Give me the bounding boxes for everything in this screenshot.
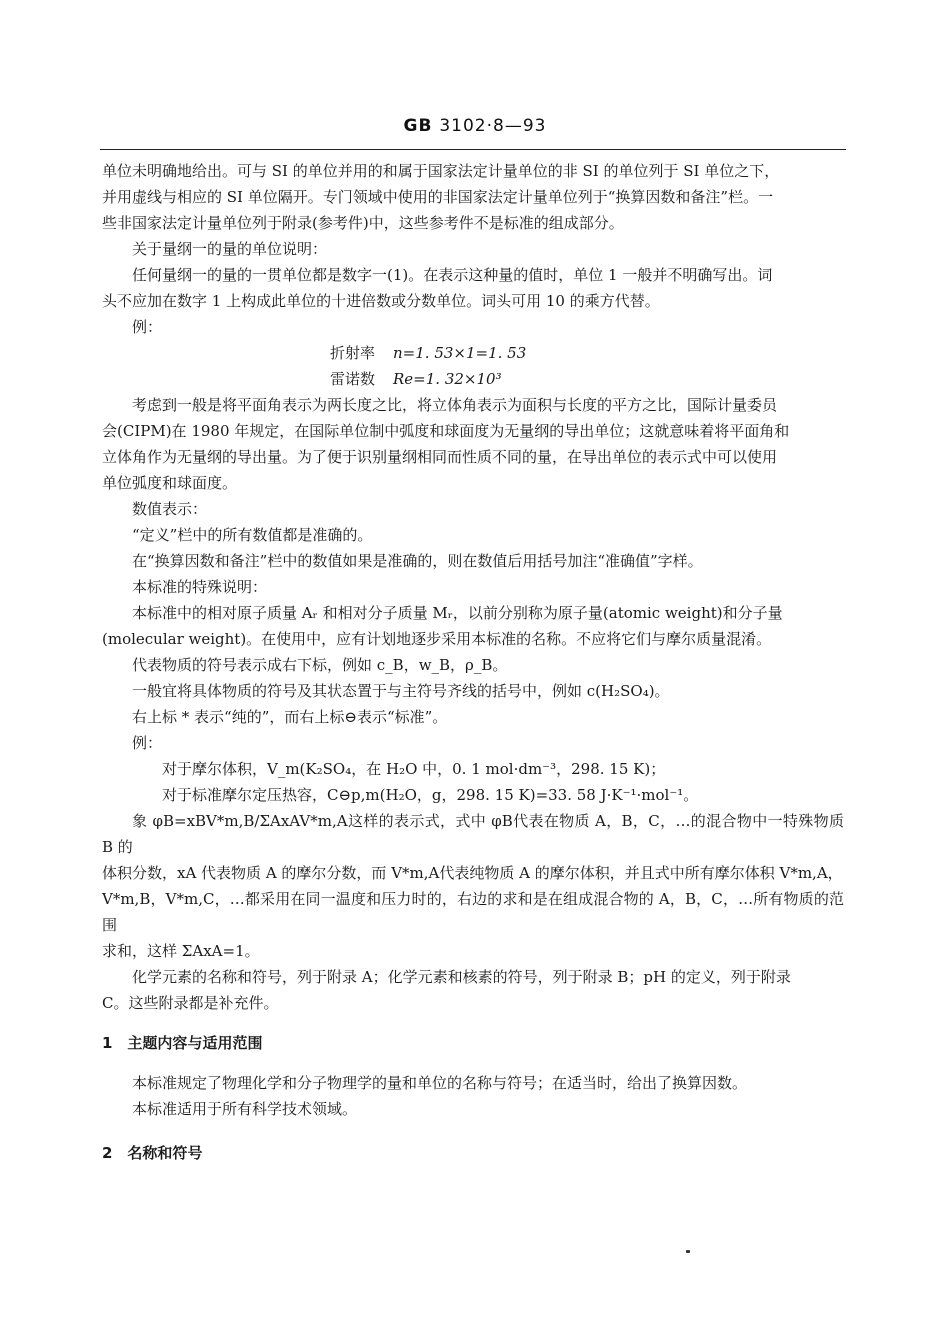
example-line: 对于标准摩尔定压热容，C⊖p,m(H₂O，g，298. 15 K)=33. 58 J·K⁻¹·mol⁻¹。: [162, 786, 699, 804]
formula-reynolds-number: [102, 366, 844, 392]
text-line: 本标准的特殊说明：: [132, 578, 268, 596]
text-line: 立体角作为无量纲的导出量。为了便于识别量纲相同而性质不同的量，在导出单位的表示式中可以使用: [102, 448, 778, 466]
example-line: 对于摩尔体积，V_m(K₂SO₄，在 H₂O 中，0. 1 mol·dm⁻³，298. 15 K)；: [162, 760, 666, 778]
text-line: 关于量纲一的量的单位说明：: [132, 240, 328, 258]
example-label: 例：: [132, 318, 163, 336]
section-1-heading: 1 主题内容与适用范围: [102, 1034, 263, 1052]
formula-expression: n=1. 53×1=1. 53: [393, 344, 527, 362]
text-line: 求和，这样 ΣAxA=1。: [102, 942, 260, 960]
formula-label: 雷诺数: [330, 370, 376, 388]
text-line: 右上标 * 表示“纯的”，而右上标⊖表示“标准”。: [132, 708, 448, 726]
text-line: “定义”栏中的所有数值都是准确的。: [132, 526, 373, 544]
formula-refractive-index: [102, 340, 844, 366]
text-line: 些非国家法定计量单位列于附录(参考件)中，这些参考件不是标准的组成部分。: [102, 214, 624, 232]
text-line: 象 φB=xBV*m,B/ΣAxAV*m,A这样的表示式，式中 φB代表在物质 A，B，C，…的混合物中一特殊物质 B 的: [102, 812, 844, 856]
text-line: 化学元素的名称和符号，列于附录 A；化学元素和核素的符号，列于附录 B；pH 的定义，列于附录: [132, 968, 791, 986]
section-1-text: 本标准适用于所有科学技术领域。: [132, 1100, 358, 1118]
standard-number: 3102·8—93: [439, 116, 547, 136]
text-line: 考虑到一般是将平面角表示为两长度之比，将立体角表示为面积与长度的平方之比，国际计量委员: [132, 396, 778, 414]
page-header: [0, 116, 950, 136]
example-label: 例：: [132, 734, 163, 752]
scan-speck: [686, 1250, 690, 1253]
text-line: 一般宜将具体物质的符号及其状态置于与主符号齐线的括号中，例如 c(H₂SO₄)。: [132, 682, 670, 700]
text-line: 并用虚线与相应的 SI 单位隔开。专门领域中使用的非国家法定计量单位列于“换算因数和备注”栏。一: [102, 188, 774, 206]
body-text: [102, 158, 844, 1166]
text-line: 头不应加在数字 1 上构成此单位的十进倍数或分数单位。词头可用 10 的乘方代替。: [102, 292, 660, 310]
section-1-text: 本标准规定了物理化学和分子物理学的量和单位的名称与符号；在适当时，给出了换算因数。: [132, 1074, 748, 1092]
text-line: 单位弧度和球面度。: [102, 474, 238, 492]
text-line: 本标准中的相对原子质量 Aᵣ 和相对分子质量 Mᵣ，以前分别称为原子量(atomic weight)和分子量: [132, 604, 783, 622]
standard-prefix: GB: [403, 116, 433, 136]
text-line: 代表物质的符号表示成右下标，例如 c_B，w_B，ρ_B。: [132, 656, 508, 674]
text-line: 数值表示：: [132, 500, 208, 518]
formula-expression: Re=1. 32×10³: [393, 370, 502, 388]
text-line: 体积分数，xA 代表物质 A 的摩尔分数，而 V*m,A代表纯物质 A 的摩尔体积，并且式中所有摩尔体积 V*m,A，: [102, 864, 843, 882]
text-line: (molecular weight)。在使用中，应有计划地逐步采用本标准的名称。不应将它们与摩尔质量混淆。: [102, 630, 772, 648]
text-line: 会(CIPM)在 1980 年规定，在国际单位制中弧度和球面度为无量纲的导出单位；这就意味着将平面角和: [102, 422, 790, 440]
section-2-heading: 2 名称和符号: [102, 1144, 203, 1162]
text-line: 任何量纲一的量的一贯单位都是数字一(1)。在表示这种量的值时，单位 1 一般并不明确写出。词: [132, 266, 773, 284]
text-line: V*m,B，V*m,C，…都采用在同一温度和压力时的，右边的求和是在组成混合物的 A，B，C，…所有物质的范围: [102, 890, 844, 934]
text-line: 在“换算因数和备注”栏中的数值如果是准确的，则在数值后用括号加注“准确值”字样。: [132, 552, 703, 570]
text-line: 单位未明确地给出。可与 SI 的单位并用的和属于国家法定计量单位的非 SI 的单位列于 SI 单位之下，: [102, 162, 780, 180]
header-rule: [100, 149, 846, 150]
formula-label: 折射率: [330, 344, 376, 362]
text-line: C。这些附录都是补充件。: [102, 994, 279, 1012]
